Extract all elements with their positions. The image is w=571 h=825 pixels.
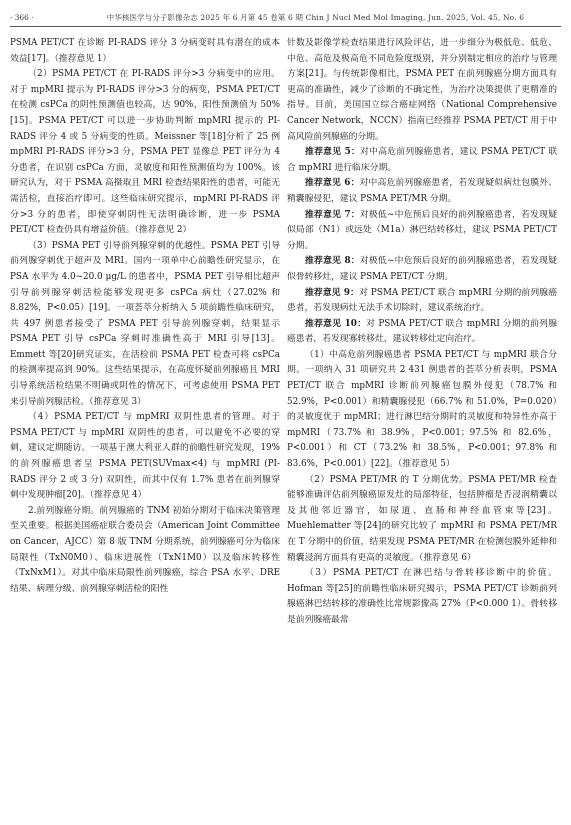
recommendation-label: 推荐意见 5： xyxy=(305,147,361,158)
left-column xyxy=(10,36,280,821)
recommendation-8 xyxy=(287,254,557,285)
paragraph: 针数及影像学检查结果进行风险评估，进一步细分为极低危、低危、中危、高危及极高危不同危险度级别，并分别制定相应的治疗与管理方案[21]。与传统影像相比，PSMA PET 在前列腺癌分期方面具有更高的准确性，减少了诊断的不确定性，为治疗决策提供了更精准的指导。目前，美国国立综合癌症网络（National Comprehensive Cancer Network，NCCN）指南已经推荐 PSMA PET/CT 用于中高风险前列腺癌的分期。 xyxy=(287,38,557,142)
recommendation-text: 对极低~中危预后良好的前列腺癌患者，若发现疑似局部（N1）或远处（M1a）淋巴结转移灶，建议 PSMA PET/CT 分期。 xyxy=(287,209,557,251)
recommendation-6 xyxy=(287,176,557,207)
recommendation-7 xyxy=(287,208,557,255)
recommendation-text: 对 PSMA PET/CT 联合 mpMRI 分期的前列腺癌患者，若发现病灶无法手术切除时，建议系统治疗。 xyxy=(287,287,557,314)
page-number: · 366 · xyxy=(10,12,34,22)
recommendation-label: 推荐意见 6： xyxy=(305,178,360,189)
running-header xyxy=(10,8,561,27)
paragraph: （2）PSMA PET/CT 在 PI-RADS 评分>3 分病变中的应用。对于 mpMRI 提示为 PI-RADS 评分>3 分的病变，PSMA PET/CT 在检测 csPCa 的阴性预测值也较高，达 90%，阳性预测值为 50%[15]。PSMA PET/CT 可以进一步协助判断 mpMRI 提示的 PI-RADS 评分 4 或 5 分病变的性质。Meissner 等[18]分析了 25 例 mpMRI PI-RADS 评分>3 分，PSMA PET 显像总 PET 评分为 4 分患者，在识别 csPCa 方面，灵敏度和阳性预测值均为 100%。该研究认为，对于 PSMA 高摄取且 MRI 检查结果阳性的患者，可能无需活检，直接治疗即可。这些临床研究提示，mpMRI PI-RADS 评分>3 分的患者，即使穿刺阴性无法明确诊断，进一步 PSMA PET/CT 检查仍具有增益价值。（推荐意见 2） xyxy=(10,69,280,236)
paragraph: （1）中高危前列腺癌患者 PSMA PET/CT 与 mpMRI 联合分期。一项纳入 31 项研究共 2 431 例患者的荟萃分析表明，PSMA PET/CT 联合 mpMRI 诊断前列腺癌包膜外侵犯（78.7% 和 52.9%，P<0.001）和精囊腺侵犯（66.7% 和 51.0%，P=0.020）的灵敏度优于 mpMRI；进行淋巴结分期时的灵敏度和特异性亦高于 mpMRI（73.7% 和 38.9%，P<0.001；97.5% 和 82.6%，P<0.001）和 CT（73.2% 和 38.5%，P<0.001；97.8% 和 83.6%，P<0.001）[22]。（推荐意见 5） xyxy=(287,349,557,470)
paragraph: （2）PSMA PET/MR 的 T 分期优势。PSMA PET/MR 检查能够准确评估前列腺癌原发灶的局部特征，包括肿瘤是否浸润精囊以及其他邻近器官，如尿道、直肠和神经血管束等[23]。Muehlematter 等[24]的研究比较了 mpMRI 和 PSMA PET/MR 在 T 分期中的价值，结果发现 PSMA PET/MR 在检测包膜外延伸和精囊浸润方面具有更高的灵敏度。（推荐意见 6） xyxy=(287,474,557,563)
recommendation-label: 推荐意见 8： xyxy=(305,256,360,267)
journal-citation: 中华核医学与分子影像杂志 2025 年 6 月第 45 卷第 6 期 Chin J Nucl Med Mol Imaging, Jun. 2025, Vol. 45, No. 6 xyxy=(106,12,525,22)
recommendation-text: 对中高危前列腺癌患者，建议 PSMA PET/CT 联合 mpMRI 进行临床分期。 xyxy=(287,147,557,173)
recommendation-text: 对中高危前列腺癌患者，若发现疑似病灶包膜外、精囊腺侵犯，建议 PSMA PET/MR 分期。 xyxy=(287,178,557,204)
paragraph: （4）PSMA PET/CT 与 mpMRI 双阴性患者的管理。对于 PSMA PET/CT 与 mpMRI 双阴性的患者，可以避免不必要的穿刺，建议定期随访。一项基于澳大利亚人群的前瞻性研究发现，19% 的前列腺癌患者呈 PSMA PET(SUVmax<4) 与 mpMRI (PI-RADS 评分 2 或 3 分) 双阴性，而其中仅有 1.7% 患者在前列腺穿刺中发现肿瘤[20]。（推荐意见 4） xyxy=(10,412,280,501)
paragraph: （3）PSMA PET/CT 在淋巴结与骨转移诊断中的价值。Hofman 等[25]的前瞻性临床研究揭示，PSMA PET/CT 诊断前列腺癌淋巴结转移的准确性比常规影像高 27%（P<0.000 1）。骨转移是前列腺癌最常 xyxy=(287,568,557,625)
paragraph: PSMA PET/CT 在诊断 PI-RADS 评分 3 分病变时具有潜在的成本效益[17]。（推荐意见 1） xyxy=(10,38,280,64)
recommendation-text: 对 PSMA PET/CT 联合 mpMRI 分期的前列腺癌患者，若发现寡转移灶，建议转移灶定向治疗。 xyxy=(287,318,557,345)
paragraph: （3）PSMA PET 引导前列腺穿刺的优越性。PSMA PET 引导前列腺穿刺优于超声及 MRI。国内一项单中心前瞻性研究显示，在 PSA 水平为 4.0~20.0 μg/L 的患者中，PSMA PET 引导相比超声引导前列腺穿刺活检能够发现更多 csPCa 病灶（27.02% 和 8.82%，P<0.05）[19]。一项荟萃分析纳入 5 项前瞻性临床研究，共 497 例患者接受了 PSMA PET 引导前列腺穿刺，结果显示 PSMA PET 引导 csPCa 穿刺时准确性高于 MRI 引导[13]。Emmett 等[20]研究证实，在活检前 PSMA PET 检查可将 csPCa 的检测率提高到 90%。这些结果提示，在高度怀疑前列腺癌且 MRI 引导系统活检结果不明确或阴性的情况下，可考虑使用 PSMA PET 来引导前列腺活检。（推荐意见 3） xyxy=(10,240,280,407)
recommendation-9 xyxy=(287,286,557,317)
recommendation-10 xyxy=(287,317,557,348)
recommendation-5 xyxy=(287,145,557,176)
recommendation-label: 推荐意见 9： xyxy=(305,287,360,298)
recommendation-label: 推荐意见 7： xyxy=(305,209,360,220)
right-column xyxy=(287,36,557,821)
recommendation-text: 对极低~中危预后良好的前列腺癌患者，若发现疑似骨转移灶，建议 PSMA PET/CT 分期。 xyxy=(287,256,557,282)
recommendation-label: 推荐意见 10： xyxy=(305,318,367,329)
paragraph: 2.前列腺癌分期。前列腺癌的 TNM 初始分期对于临床决策管理至关重要。根据美国癌症联合委员会（American Joint Committee on Cancer，AJCC）第 8 版 TNM 分期系统，前列腺癌可分为临床局限性（TxN0M0）、临床进展性（TxN1M0）以及临床转移性（TxNxM1）。对其中临床局限性前列腺癌，综合 PSA 水平、DRE 结果、病理分级、前列腺穿刺活检的阳性 xyxy=(10,505,280,594)
